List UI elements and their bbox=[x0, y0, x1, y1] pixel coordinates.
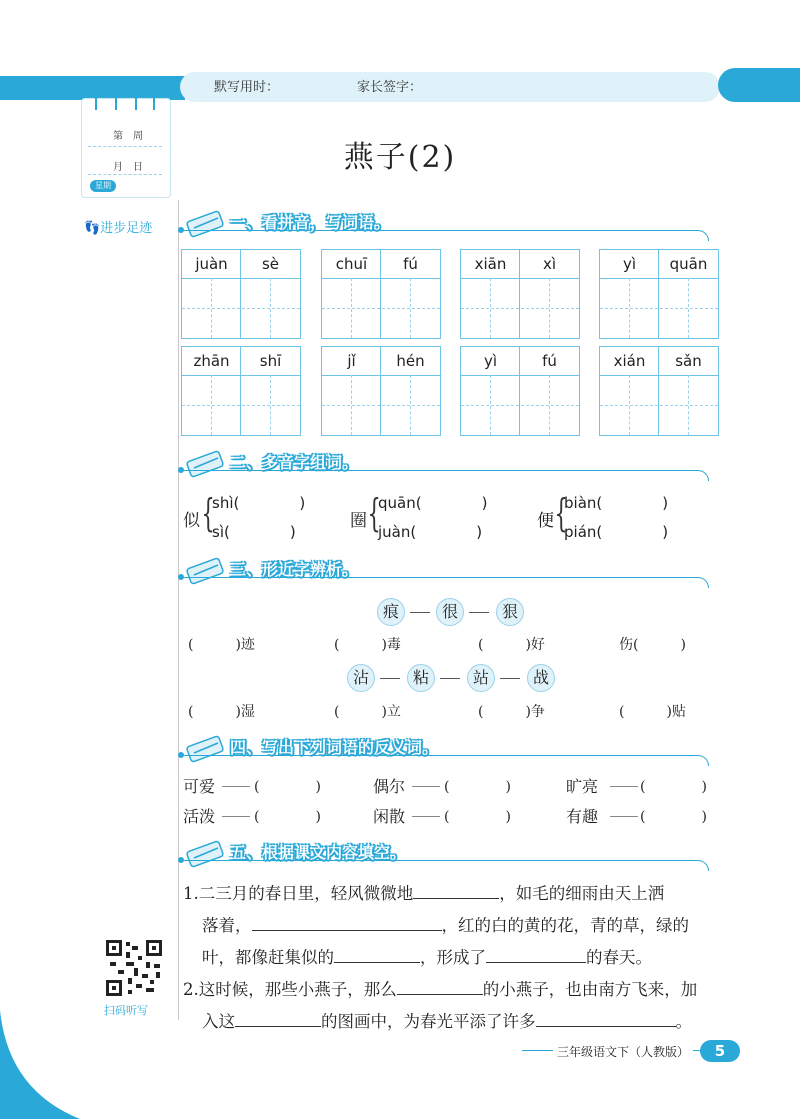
polyphone-reading[interactable]: sì( ) bbox=[212, 523, 296, 541]
section-1-header bbox=[180, 206, 720, 240]
answer-blank[interactable] bbox=[536, 1008, 676, 1027]
qr-code-icon[interactable] bbox=[106, 940, 162, 996]
section-2-header bbox=[180, 446, 720, 480]
section-5-header bbox=[180, 836, 720, 870]
fill-blank[interactable]: ( )毒 bbox=[334, 637, 401, 653]
antonym-word: 旷亮 bbox=[566, 777, 599, 796]
dictation-time-label: 默写用时： bbox=[214, 80, 280, 95]
question-2-line-2: 入这 的图画中，为春光平添了许多 。 bbox=[202, 1006, 732, 1038]
parent-signature-label: 家长签字： bbox=[357, 80, 423, 95]
polyphone-reading[interactable]: quān( ) bbox=[378, 494, 488, 512]
polyphone-reading[interactable]: shì( ) bbox=[212, 494, 306, 512]
fill-blank[interactable]: ( )立 bbox=[334, 704, 401, 720]
polyphone-char: 便 bbox=[537, 511, 554, 531]
fill-blank[interactable]: ( )湿 bbox=[188, 704, 255, 720]
similar-char: 站 bbox=[467, 664, 495, 692]
pinyin-grid[interactable]: zhān shī bbox=[181, 346, 301, 436]
fill-blank[interactable]: ( )贴 bbox=[619, 704, 686, 720]
question-1-line-2: 落着， ，红的白的黄的花，青的草，绿的 bbox=[202, 910, 732, 942]
header-band-right bbox=[718, 68, 800, 102]
polyphone-reading[interactable]: pián( ) bbox=[564, 523, 669, 541]
section-4-title: 四、写出下列词语的反义词。 bbox=[230, 738, 439, 757]
polyphone-reading[interactable]: biàn( ) bbox=[564, 494, 669, 512]
qr-label: 扫码听写 bbox=[104, 1004, 148, 1017]
pinyin-grid[interactable]: chuī fú bbox=[321, 249, 441, 339]
answer-blank[interactable] bbox=[252, 912, 442, 931]
pinyin-grid[interactable]: xián sǎn bbox=[599, 346, 719, 436]
question-1-line-1: 1.二三月的春日里，轻风微微地 ，如毛的细雨由天上洒 bbox=[183, 878, 723, 910]
section-3-header bbox=[180, 553, 720, 587]
answer-blank[interactable] bbox=[334, 944, 420, 963]
page-number: 5 bbox=[700, 1040, 740, 1062]
fill-blank[interactable]: ( )迹 bbox=[188, 637, 255, 653]
question-1-line-3: 叶，都像赶集似的 ，形成了 的春天。 bbox=[202, 942, 732, 974]
section-4-header bbox=[180, 731, 720, 765]
section-3-title: 三、形近字辨析。 bbox=[230, 560, 359, 579]
answer-blank[interactable] bbox=[397, 976, 483, 995]
pinyin-grid[interactable]: yì quān bbox=[599, 249, 719, 339]
similar-char: 很 bbox=[436, 598, 464, 626]
similar-char: 沾 bbox=[347, 664, 375, 692]
antonym-word: 有趣 bbox=[566, 807, 599, 826]
antonym-blank[interactable]: ( ) bbox=[254, 779, 321, 795]
date-field: 月 日 bbox=[113, 162, 143, 173]
polyphone-reading[interactable]: juàn( ) bbox=[378, 523, 483, 541]
answer-blank[interactable] bbox=[235, 1008, 321, 1027]
week-field: 第 周 bbox=[113, 131, 143, 142]
polyphone-char: 似 bbox=[183, 511, 200, 531]
header-band-left bbox=[0, 76, 185, 100]
antonym-blank[interactable]: ( ) bbox=[640, 779, 707, 795]
antonym-word: 闲散 bbox=[373, 807, 406, 826]
page-title: 燕子(2) bbox=[343, 140, 457, 175]
fill-blank[interactable]: 伤( ) bbox=[619, 637, 686, 653]
fill-blank[interactable]: ( )争 bbox=[478, 704, 545, 720]
similar-char: 狠 bbox=[496, 598, 524, 626]
antonym-blank[interactable]: ( ) bbox=[444, 779, 511, 795]
corner-decoration bbox=[0, 1010, 80, 1119]
similar-char: 痕 bbox=[377, 598, 405, 626]
section-5-title: 五、根据课文内容填空。 bbox=[230, 843, 407, 862]
antonym-blank[interactable]: ( ) bbox=[640, 809, 707, 825]
margin-line bbox=[178, 200, 179, 1020]
footprint-icon: 👣 bbox=[84, 221, 101, 236]
pinyin-grid[interactable]: xiān xì bbox=[460, 249, 580, 339]
similar-char: 战 bbox=[527, 664, 555, 692]
polyphone-char: 圈 bbox=[350, 511, 367, 531]
antonym-blank[interactable]: ( ) bbox=[444, 809, 511, 825]
weekday-badge: 星期 bbox=[90, 180, 116, 192]
footer-book-label: 三年级语文下（人教版） bbox=[553, 1043, 693, 1060]
answer-blank[interactable] bbox=[486, 944, 586, 963]
antonym-word: 活泼 bbox=[183, 807, 216, 826]
progress-footprint-label: 👣进步足迹 bbox=[84, 221, 153, 236]
antonym-word: 偶尔 bbox=[373, 777, 406, 796]
question-2-line-1: 2.这时候，那些小燕子，那么 的小燕子，也由南方飞来，加 bbox=[183, 974, 723, 1006]
fill-blank[interactable]: ( )好 bbox=[478, 637, 545, 653]
pinyin-grid[interactable]: juàn sè bbox=[181, 249, 301, 339]
similar-char: 粘 bbox=[407, 664, 435, 692]
pinyin-grid[interactable]: yì fú bbox=[460, 346, 580, 436]
answer-blank[interactable] bbox=[413, 880, 499, 899]
antonym-blank[interactable]: ( ) bbox=[254, 809, 321, 825]
antonym-word: 可爱 bbox=[183, 777, 216, 796]
section-1-title: 一、看拼音，写词语。 bbox=[230, 213, 391, 232]
section-2-title: 二、多音字组词。 bbox=[230, 453, 359, 472]
pinyin-grid[interactable]: jǐ hén bbox=[321, 346, 441, 436]
